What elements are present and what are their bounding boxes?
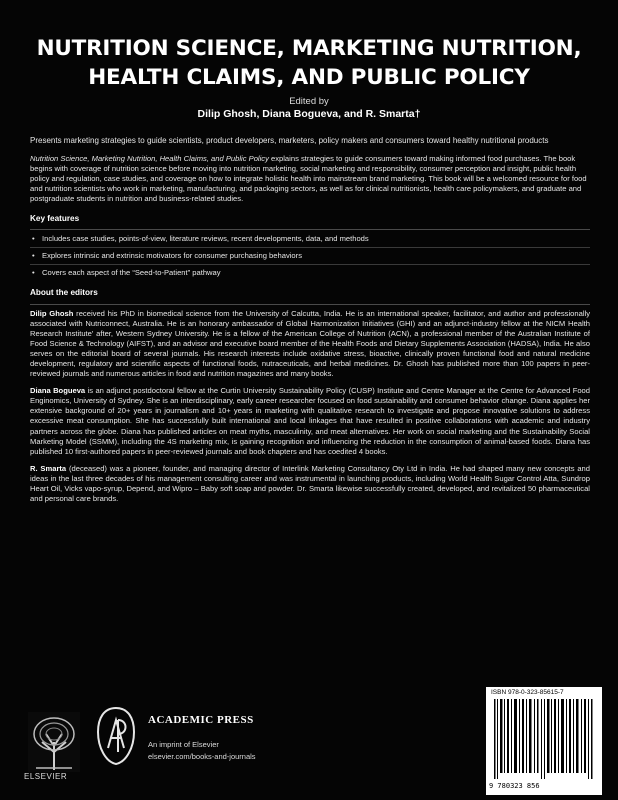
back-cover-text bbox=[30, 136, 590, 511]
elsevier-tree-logo-icon bbox=[28, 712, 80, 772]
summary-description-text: explains strategies to guide consumers toward making informed food purchases. The book begins with coverage of nutrition science before moving into nutrition marketing, social marketing and responsibility, consumer perception and insight, public health policy and regulation, case studies, and coverage on how to integrate holistic health into mainstream brand marketing. This book will be a welcomed resource for food and nutrition scientists who work in marketing, manufacturing, and packaging sectors, as well as for clinical nutritionists, health care policymakers, and graduate and postgraduate students in nutrition and business-related studies. bbox=[30, 153, 587, 203]
list-item-text: Explores intrinsic and extrinsic motivators for consumer purchasing behaviors bbox=[42, 251, 302, 261]
editor-bio-text: is an adjunct postdoctoral fellow at the Curtin University Sustainability Policy (CUSP) Institute and Centre Manager at the Centre for Advanced Food Enginomics, University of Sydney. She is an interdisciplinary, early career researcher focused on food sustainability and consumer behavior change. Diana applies her extensive background of 20+ years in journalism and 10+ years in marketing with qualitative research to investigate and propose innovative solutions to address excessive meat consumption. She has successfully built international and local linkages that have resulted in positive collaborations with academic and industry partners across the globe. Diana has published articles on meat myths, masculinity, and meat alternatives. Her work on social marketing and the Sustainability Social Marketing Model (SSMM), including the 4S marketing mix, is gaining recognition and influencing the reduction in the consumption of animal-based foods. Diana has published 10 first-authored papers in peer-reviewed journals and book chapters and has coedited 4 books. bbox=[30, 386, 591, 456]
editor-bio-text: received his PhD in biomedical science from the University of Calcutta, India. He is an international speaker, facilitator, and author and professionally associated with Nutriconnect, Australia. He is an honorary ambassador of Global Harmonization Initiatives (GHI) and an adjunct-industry fellow at the NICM Health Research Institute' after, Western Sydney University. He is a fellow of the American College of Nutrition (ACN), a professional member of the Australian Institute of Food Science & Technology (AIFST), and an advisor and executive board member of the Health Foods and Dietary Supplements Association (HADSA), India. He also serves on the editorial board of several journals. His research interests include oxidative stress, bioactive, clinically proven functional food and natural medicine development, regulatory and scientific aspects of functional foods, nutraceuticals, and herbal medicines. Dr. Ghosh has published more than 100 papers in peer-reviewed journals and numerous articles in food and nutrition magazines and many books. bbox=[30, 308, 591, 379]
editor-name: Dilip Ghosh bbox=[30, 308, 74, 318]
isbn-label: ISBN 978-0-323-85615-7 bbox=[491, 689, 564, 696]
publisher-url: elsevier.com/books-and-journals bbox=[148, 752, 256, 761]
title-line-1: NUTRITION SCIENCE, MARKETING NUTRITION, bbox=[36, 36, 582, 61]
list-item bbox=[30, 234, 590, 244]
editor-bio-ghosh bbox=[30, 309, 590, 380]
key-features-list bbox=[30, 234, 590, 278]
list-item bbox=[30, 268, 590, 278]
editor-names: Dilip Ghosh, Diana Bogueva, and R. Smarta† bbox=[197, 108, 421, 120]
editor-bio-smarta bbox=[30, 464, 590, 504]
summary-description bbox=[30, 154, 590, 204]
divider bbox=[30, 229, 590, 230]
imprint-text: An imprint of Elsevier bbox=[148, 740, 219, 749]
publisher-name: ACADEMIC PRESS bbox=[148, 714, 254, 726]
about-editors-heading: About the editors bbox=[30, 288, 98, 298]
divider bbox=[30, 247, 590, 248]
edited-by-label: Edited by bbox=[289, 96, 329, 107]
elsevier-wordmark: ELSEVIER bbox=[24, 772, 68, 781]
editor-name: Diana Bogueva bbox=[30, 386, 86, 396]
barcode-icon bbox=[490, 699, 598, 779]
key-features-heading: Key features bbox=[30, 214, 80, 224]
bullet-icon: • bbox=[32, 268, 35, 278]
academic-press-logo-icon bbox=[96, 704, 136, 768]
list-item bbox=[30, 251, 590, 261]
barcode-number: 9 780323 856 bbox=[489, 782, 540, 790]
bullet-icon: • bbox=[32, 234, 35, 244]
summary-book-title: Nutrition Science, Marketing Nutrition, Health Claims, and Public Policy bbox=[30, 153, 269, 163]
book-title bbox=[0, 34, 618, 92]
editor-bio-bogueva bbox=[30, 386, 590, 457]
list-item-text: Covers each aspect of the “Seed-to-Patient” pathway bbox=[42, 268, 221, 278]
editor-bio-text: (deceased) was a pioneer, founder, and managing director of Interlink Marketing Consultancy Oty Ltd in India. He had shaped many new concepts and ideas in the last three decades of his management consulting career and was instrumental in launching products, including World Health Sugar Control Atta, Sundrop Heart Oil, Vicks vapo-syrup, Depend, and Wipro – Baby soft soap and powder. Dr. Smarta likewise successfully created, developed, and revitalized 50 pharmaceutical and personal care brands. bbox=[30, 463, 590, 504]
title-line-2: HEALTH CLAIMS, AND PUBLIC POLICY bbox=[88, 65, 530, 90]
summary-lead: Presents marketing strategies to guide scientists, product developers, marketers, policy makers and consumers toward healthy nutritional products bbox=[30, 136, 549, 145]
bullet-icon: • bbox=[32, 251, 35, 261]
divider bbox=[30, 304, 590, 305]
list-item-text: Includes case studies, points-of-view, literature reviews, recent developments, data, and methods bbox=[42, 234, 369, 244]
editor-name: R. Smarta bbox=[30, 463, 67, 473]
divider bbox=[30, 264, 590, 265]
